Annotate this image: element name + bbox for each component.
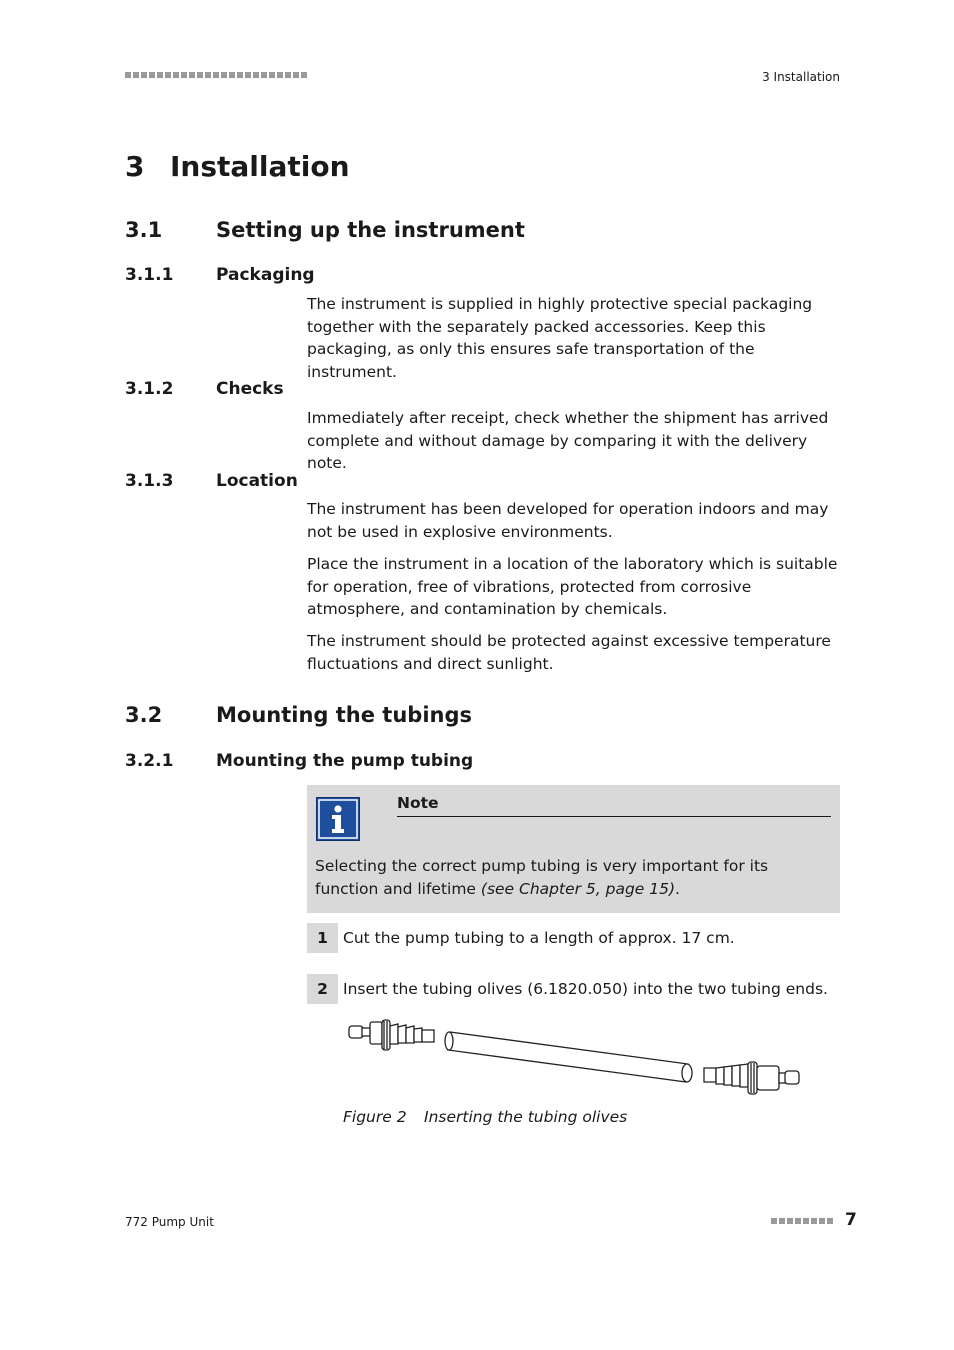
subsection-number: 3.2.1 xyxy=(125,751,174,771)
checks-paragraph: Immediately after receipt, check whether the shipment has arrived complete and without damage by comparing it with the delivery note. xyxy=(307,409,829,472)
figure-label: Figure 2 xyxy=(343,1108,407,1126)
section-number: 3.2 xyxy=(125,703,163,727)
subsection-number: 3.1.1 xyxy=(125,265,174,285)
section-title: Mounting the tubings xyxy=(216,703,472,727)
page-number: 7 xyxy=(845,1210,857,1230)
subsection-heading-3-2-1 xyxy=(125,751,473,771)
subsection-heading-3-1-2 xyxy=(125,379,284,399)
chapter-heading xyxy=(125,150,350,183)
subsection-title: Mounting the pump tubing xyxy=(216,751,474,771)
note-end: . xyxy=(675,879,680,898)
info-icon xyxy=(316,797,360,841)
header-dot-bar xyxy=(125,70,307,80)
section-heading-3-1 xyxy=(125,218,525,242)
note-title: Note xyxy=(397,794,439,812)
step-text: Cut the pump tubing to a length of approx. 17 cm. xyxy=(343,929,735,947)
chapter-number: 3 xyxy=(125,150,145,183)
step-text: Insert the tubing olives (6.1820.050) into the two tubing ends. xyxy=(343,980,828,998)
figure-caption xyxy=(343,1108,627,1126)
note-box xyxy=(307,785,840,913)
location-paragraph-1: The instrument has been developed for operation indoors and may not be used in explosive environments. xyxy=(307,500,829,541)
subsection-title: Checks xyxy=(216,379,284,399)
subsection-number: 3.1.2 xyxy=(125,379,174,399)
chapter-title: Installation xyxy=(170,150,350,183)
subsection-title: Packaging xyxy=(216,265,315,285)
footer-dot-bar xyxy=(771,1217,839,1226)
step-number: 1 xyxy=(307,923,338,953)
footer-product: 772 Pump Unit xyxy=(125,1215,214,1229)
subsection-number: 3.1.3 xyxy=(125,471,174,491)
subsection-title: Location xyxy=(216,471,298,491)
running-header: 3 Installation xyxy=(762,70,840,84)
subsection-heading-3-1-3 xyxy=(125,471,298,491)
note-divider xyxy=(397,816,831,817)
section-title: Setting up the instrument xyxy=(216,218,525,242)
section-number: 3.1 xyxy=(125,218,163,242)
note-body: Selecting the correct pump tubing is very important for its function and lifetime xyxy=(315,857,769,898)
location-paragraph-2: Place the instrument in a location of the laboratory which is suitable for operation, free of vibrations, protected from corrosive atmosphere, and contamination by chemicals. xyxy=(307,555,838,618)
section-heading-3-2 xyxy=(125,703,472,727)
note-reference-link[interactable]: (see Chapter 5, page 15) xyxy=(480,879,676,898)
location-paragraph-3: The instrument should be protected against excessive temperature fluctuations and direct sunlight. xyxy=(307,632,831,673)
packaging-paragraph: The instrument is supplied in highly protective special packaging together with the separately packed accessories. Keep this packaging, as only this ensures safe transportation of the instrument. xyxy=(307,295,813,381)
note-text xyxy=(315,855,831,900)
tubing-olives-figure xyxy=(340,1010,800,1110)
figure-title: Inserting the tubing olives xyxy=(424,1108,628,1126)
step-number: 2 xyxy=(307,974,338,1004)
subsection-heading-3-1-1 xyxy=(125,265,315,285)
